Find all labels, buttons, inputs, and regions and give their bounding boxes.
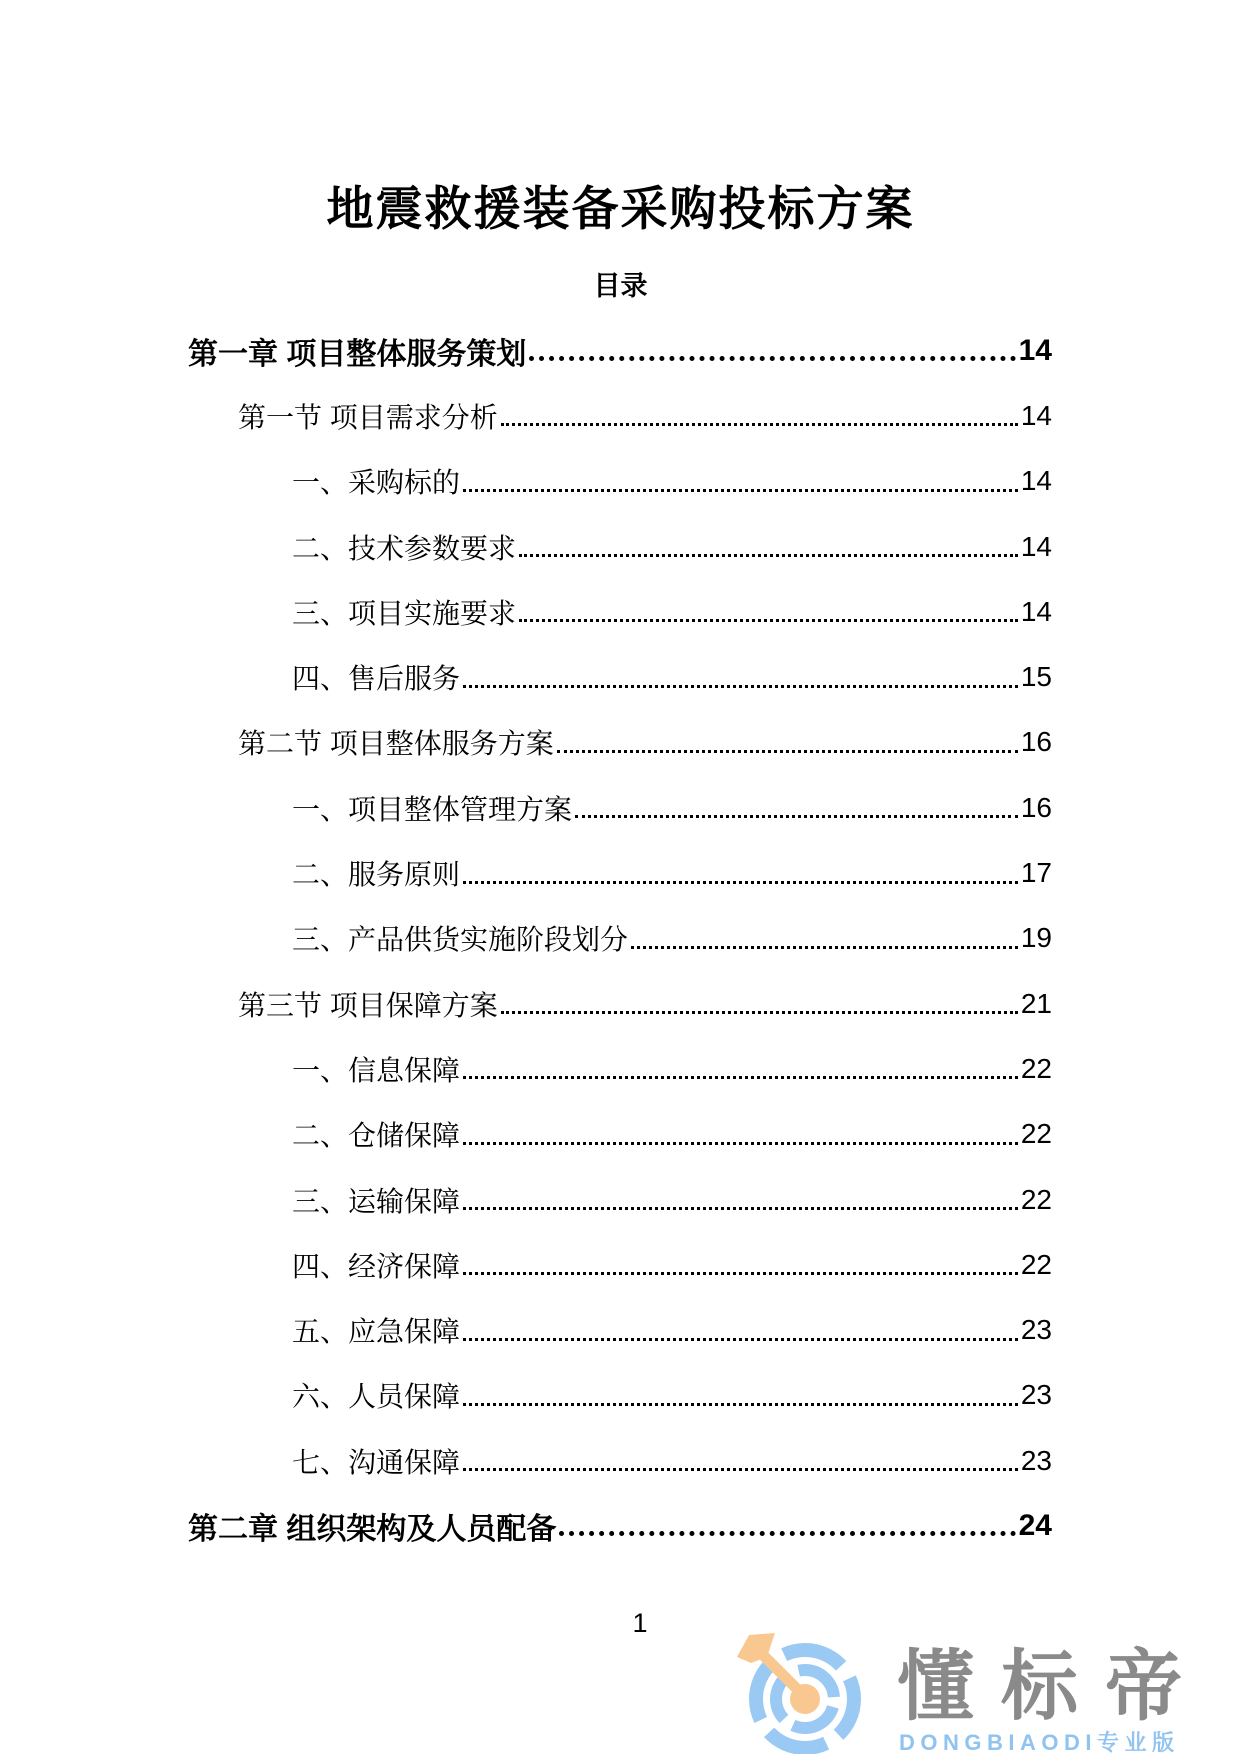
toc-entry-label: 五、应急保障 <box>292 1316 461 1348</box>
toc-leader-dots <box>463 1076 1018 1079</box>
toc-page-number: 22 <box>1020 1118 1052 1150</box>
toc-page-number: 19 <box>1020 922 1052 954</box>
toc-leader-dots <box>519 554 1018 557</box>
toc-page-number: 14 <box>1020 530 1052 562</box>
toc-leader-dots <box>463 1142 1018 1145</box>
toc-row <box>188 1297 1052 1362</box>
toc-row <box>188 1102 1052 1167</box>
toc-row <box>188 971 1052 1036</box>
toc-row <box>188 775 1052 840</box>
toc-row <box>188 906 1052 971</box>
toc-page-number: 21 <box>1020 987 1052 1019</box>
toc-row <box>188 383 1052 448</box>
toc-entry-label: 四、售后服务 <box>292 663 461 695</box>
toc-entry-label: 第二章 组织架构及人员配备 <box>188 1512 557 1546</box>
toc-leader-dots <box>463 1468 1018 1471</box>
toc-row <box>188 514 1052 579</box>
toc-leader-dots <box>529 356 1015 361</box>
footer-page-number: 1 <box>632 1608 648 1638</box>
toc-entry-label: 三、运输保障 <box>292 1185 461 1217</box>
toc-leader-dots <box>463 1207 1018 1210</box>
toc-entry-label: 第二节 项目整体服务方案 <box>238 728 554 760</box>
toc-page-number: 23 <box>1020 1444 1052 1476</box>
toc-page-number: 16 <box>1020 726 1052 758</box>
toc-row <box>188 449 1052 514</box>
brand-name: 懂标帝 <box>897 1644 1209 1730</box>
toc-page-number: 22 <box>1020 1248 1052 1280</box>
toc-leader-dots <box>463 881 1018 884</box>
toc-entry-label: 第一章 项目整体服务策划 <box>188 337 527 371</box>
toc-leader-dots <box>631 946 1018 949</box>
target-dart-icon <box>735 1633 867 1754</box>
toc-entry-label: 六、人员保障 <box>292 1381 461 1413</box>
toc-row <box>188 644 1052 709</box>
toc-page-number: 14 <box>1020 595 1052 627</box>
toc-leader-dots <box>557 750 1018 753</box>
toc-page-number: 14 <box>1020 465 1052 497</box>
toc-entry-label: 二、仓储保障 <box>292 1120 461 1152</box>
brand-subtitle: DONGBIAODI专业版 <box>899 1730 1180 1755</box>
toc-row <box>188 579 1052 644</box>
toc-row <box>188 710 1052 775</box>
toc-heading: 目录 <box>593 271 648 301</box>
toc-leader-dots <box>463 1403 1018 1406</box>
toc-page-number: 23 <box>1020 1314 1052 1346</box>
brand-watermark <box>735 1633 1241 1754</box>
toc-leader-dots <box>463 489 1018 492</box>
toc-row <box>188 318 1052 383</box>
toc-row <box>188 1232 1052 1297</box>
toc-page-number: 14 <box>1018 333 1052 367</box>
toc-entry-label: 二、服务原则 <box>292 859 461 891</box>
toc-page-number: 22 <box>1020 1052 1052 1084</box>
toc-leader-dots <box>463 1338 1018 1341</box>
toc-leader-dots <box>501 423 1018 426</box>
toc-entry-label: 第一节 项目需求分析 <box>238 401 498 433</box>
toc-row <box>188 1428 1052 1493</box>
toc-leader-dots <box>575 815 1018 818</box>
toc-row <box>188 1363 1052 1428</box>
toc-entry-label: 四、经济保障 <box>292 1250 461 1282</box>
toc-page-number: 15 <box>1020 661 1052 693</box>
toc-leader-dots <box>559 1531 1015 1536</box>
toc-entry-label: 第三节 项目保障方案 <box>238 989 498 1021</box>
table-of-contents <box>188 318 1052 1559</box>
toc-row <box>188 1167 1052 1232</box>
toc-leader-dots <box>501 1011 1018 1014</box>
toc-entry-label: 七、沟通保障 <box>292 1446 461 1478</box>
toc-page-number: 17 <box>1020 857 1052 889</box>
toc-page-number: 22 <box>1020 1183 1052 1215</box>
toc-leader-dots <box>463 1272 1018 1275</box>
document-title: 地震救援装备采购投标方案 <box>326 182 915 235</box>
toc-row <box>188 1036 1052 1101</box>
toc-leader-dots <box>519 619 1018 622</box>
toc-page-number: 16 <box>1020 791 1052 823</box>
toc-row <box>188 1493 1052 1558</box>
toc-entry-label: 一、项目整体管理方案 <box>292 793 573 825</box>
toc-page-number: 14 <box>1020 399 1052 431</box>
toc-entry-label: 三、产品供货实施阶段划分 <box>292 924 629 956</box>
toc-entry-label: 三、项目实施要求 <box>292 597 517 629</box>
toc-entry-label: 一、采购标的 <box>292 467 461 499</box>
toc-page-number: 24 <box>1018 1508 1052 1542</box>
toc-entry-label: 二、技术参数要求 <box>292 532 517 564</box>
toc-page-number: 23 <box>1020 1379 1052 1411</box>
toc-row <box>188 840 1052 905</box>
toc-entry-label: 一、信息保障 <box>292 1054 461 1086</box>
toc-leader-dots <box>463 685 1018 688</box>
